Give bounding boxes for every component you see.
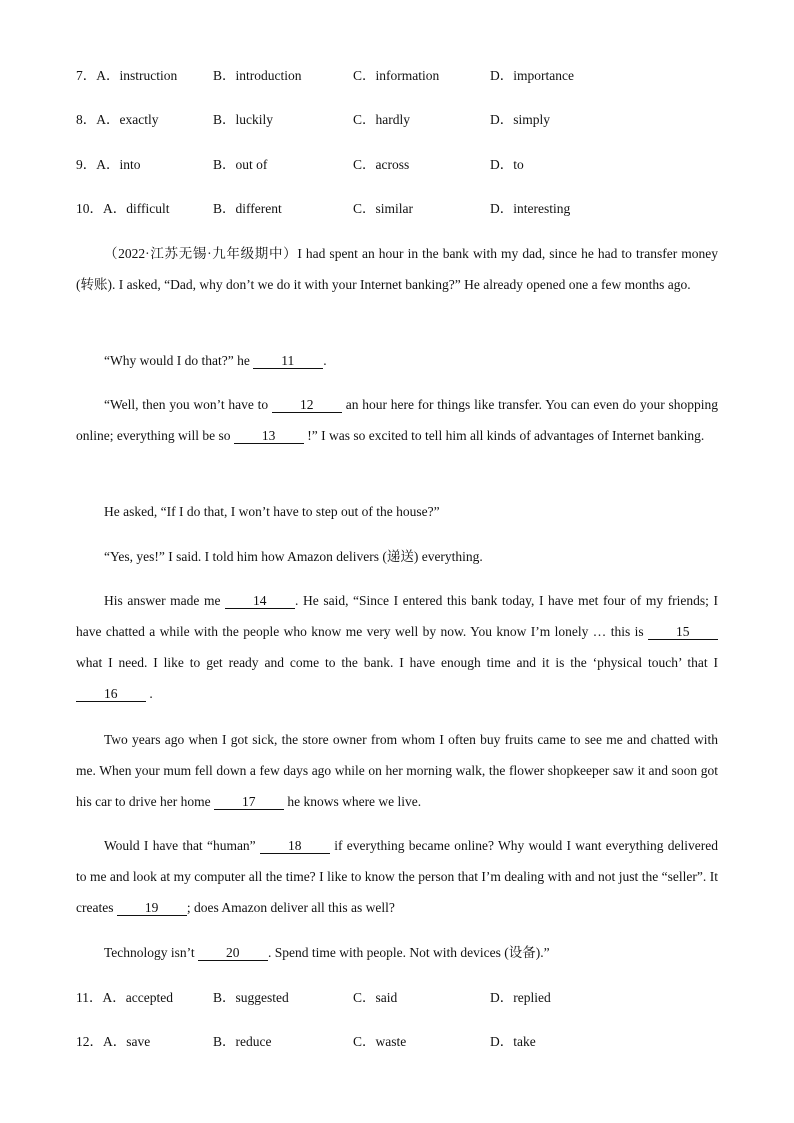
q10-num: 10．: [76, 201, 103, 216]
q12-num-and-option-a: [76, 1032, 150, 1052]
passage-paragraph-1: （2022·江苏无锡·九年级期中）I had spent an hour in the bank with my dad, since he had to transfer money (转账). I asked, “Dad, why don’t we do it with your Internet banking?” He already opened one a few months ago.: [76, 246, 718, 292]
blank-14: 14: [225, 593, 295, 609]
q8-num-and-option-a: [76, 110, 158, 130]
blank-20: 20: [198, 945, 268, 961]
blank-12: 12: [272, 397, 342, 413]
p3-text-before: “Well, then you won’t have to: [104, 397, 272, 412]
q7-option-b: B．introduction: [213, 68, 302, 83]
q12-option-a: A．save: [103, 1034, 151, 1049]
p6-text-mid-2: what I need. I like to get ready and come to the bank. I have enough time and it is the ‘physical touch’ that I: [76, 655, 718, 670]
q9-option-d: D．to: [490, 157, 524, 172]
p9-text-after: . Spend time with people. Not with devices (设备).”: [268, 945, 550, 960]
q7-option-a: A．instruction: [96, 68, 178, 83]
q8-option-a: A．exactly: [96, 112, 159, 127]
q9-num-and-option-a: [76, 155, 141, 175]
q9-option-a: A．into: [96, 157, 141, 172]
q7-num: 7．: [76, 68, 97, 83]
q8-num: 8．: [76, 112, 97, 127]
p3-text-after: !” I was so excited to tell him all kinds of advantages of Internet banking.: [303, 428, 705, 443]
passage-paragraph-9: [76, 937, 718, 968]
blank-11: 11: [253, 353, 323, 369]
q7-num-and-option-a: [76, 66, 177, 86]
passage-paragraph-4: He asked, “If I do that, I won’t have to step out of the house?”: [104, 504, 440, 519]
q10-option-a: A．difficult: [103, 201, 170, 216]
p9-text-before: Technology isn’t: [104, 945, 199, 960]
q8-option-c: C．hardly: [353, 112, 410, 127]
passage-paragraph-7: [76, 724, 718, 817]
blank-18: 18: [260, 838, 330, 854]
q10-option-b: B．different: [213, 201, 282, 216]
p6-text-before: His answer made me: [104, 593, 226, 608]
q8-option-b: B．luckily: [213, 112, 273, 127]
q9-option-b: B．out of: [213, 157, 268, 172]
q7-option-c: C．information: [353, 68, 440, 83]
q10-option-d: D．interesting: [490, 201, 571, 216]
q12-option-c: C．waste: [353, 1034, 407, 1049]
q9-option-c: C．across: [353, 157, 410, 172]
q11-option-d: D．replied: [490, 990, 551, 1005]
q10-option-c: C．similar: [353, 201, 413, 216]
passage-paragraph-5: “Yes, yes!” I said. I told him how Amazon delivers (递送) everything.: [104, 549, 483, 564]
passage-paragraph-6: [76, 585, 718, 709]
blank-13: 13: [234, 428, 304, 444]
q12-option-d: D．take: [490, 1034, 536, 1049]
q8-option-d: D．simply: [490, 112, 551, 127]
blank-16: 16: [76, 686, 146, 702]
passage-paragraph-2: [76, 345, 718, 376]
blank-17: 17: [214, 794, 284, 810]
p6-text-mid-1: . He said, “Since I entered this bank today, I have met four of my friends; I have chatted a while with the people who know me very well by now. You know I’m lonely … this is: [76, 593, 718, 639]
q12-option-b: B．reduce: [213, 1034, 272, 1049]
p3-text-mid: an hour here for things like transfer. You can even do your shopping online; everything will be so: [76, 397, 718, 443]
q11-option-b: B．suggested: [213, 990, 289, 1005]
p8-text-mid: if everything became online? Why would I want everything delivered to me and look at my computer all the time? I like to know the person that I’m dealing with and not just the “seller”. It creates: [76, 838, 718, 915]
blank-15: 15: [648, 624, 718, 640]
q11-num: 11．: [76, 990, 103, 1005]
q11-num-and-option-a: [76, 988, 173, 1008]
q12-num: 12．: [76, 1034, 103, 1049]
p2-text-after: .: [323, 353, 327, 368]
q11-option-a: A．accepted: [102, 990, 173, 1005]
passage-paragraph-8: [76, 830, 718, 923]
q9-num: 9．: [76, 157, 97, 172]
p7-text-before: Two years ago when I got sick, the store owner from whom I often buy fruits came to see me and chatted with me. When your mum fell down a few days ago while on her morning walk, the flower shopkeeper saw it and soon got his car to drive her home: [76, 732, 718, 809]
q10-num-and-option-a: [76, 199, 170, 219]
blank-19: 19: [117, 900, 187, 916]
p8-text-before: Would I have that “human”: [104, 838, 260, 853]
passage-paragraph-3: [76, 389, 718, 451]
p6-text-after: .: [146, 686, 153, 701]
q11-option-c: C．said: [353, 990, 398, 1005]
p8-text-after: ; does Amazon deliver all this as well?: [186, 900, 395, 915]
p7-text-after: he knows where we live.: [283, 794, 422, 809]
q7-option-d: D．importance: [490, 68, 574, 83]
p2-text-before: “Why would I do that?” he: [104, 353, 254, 368]
